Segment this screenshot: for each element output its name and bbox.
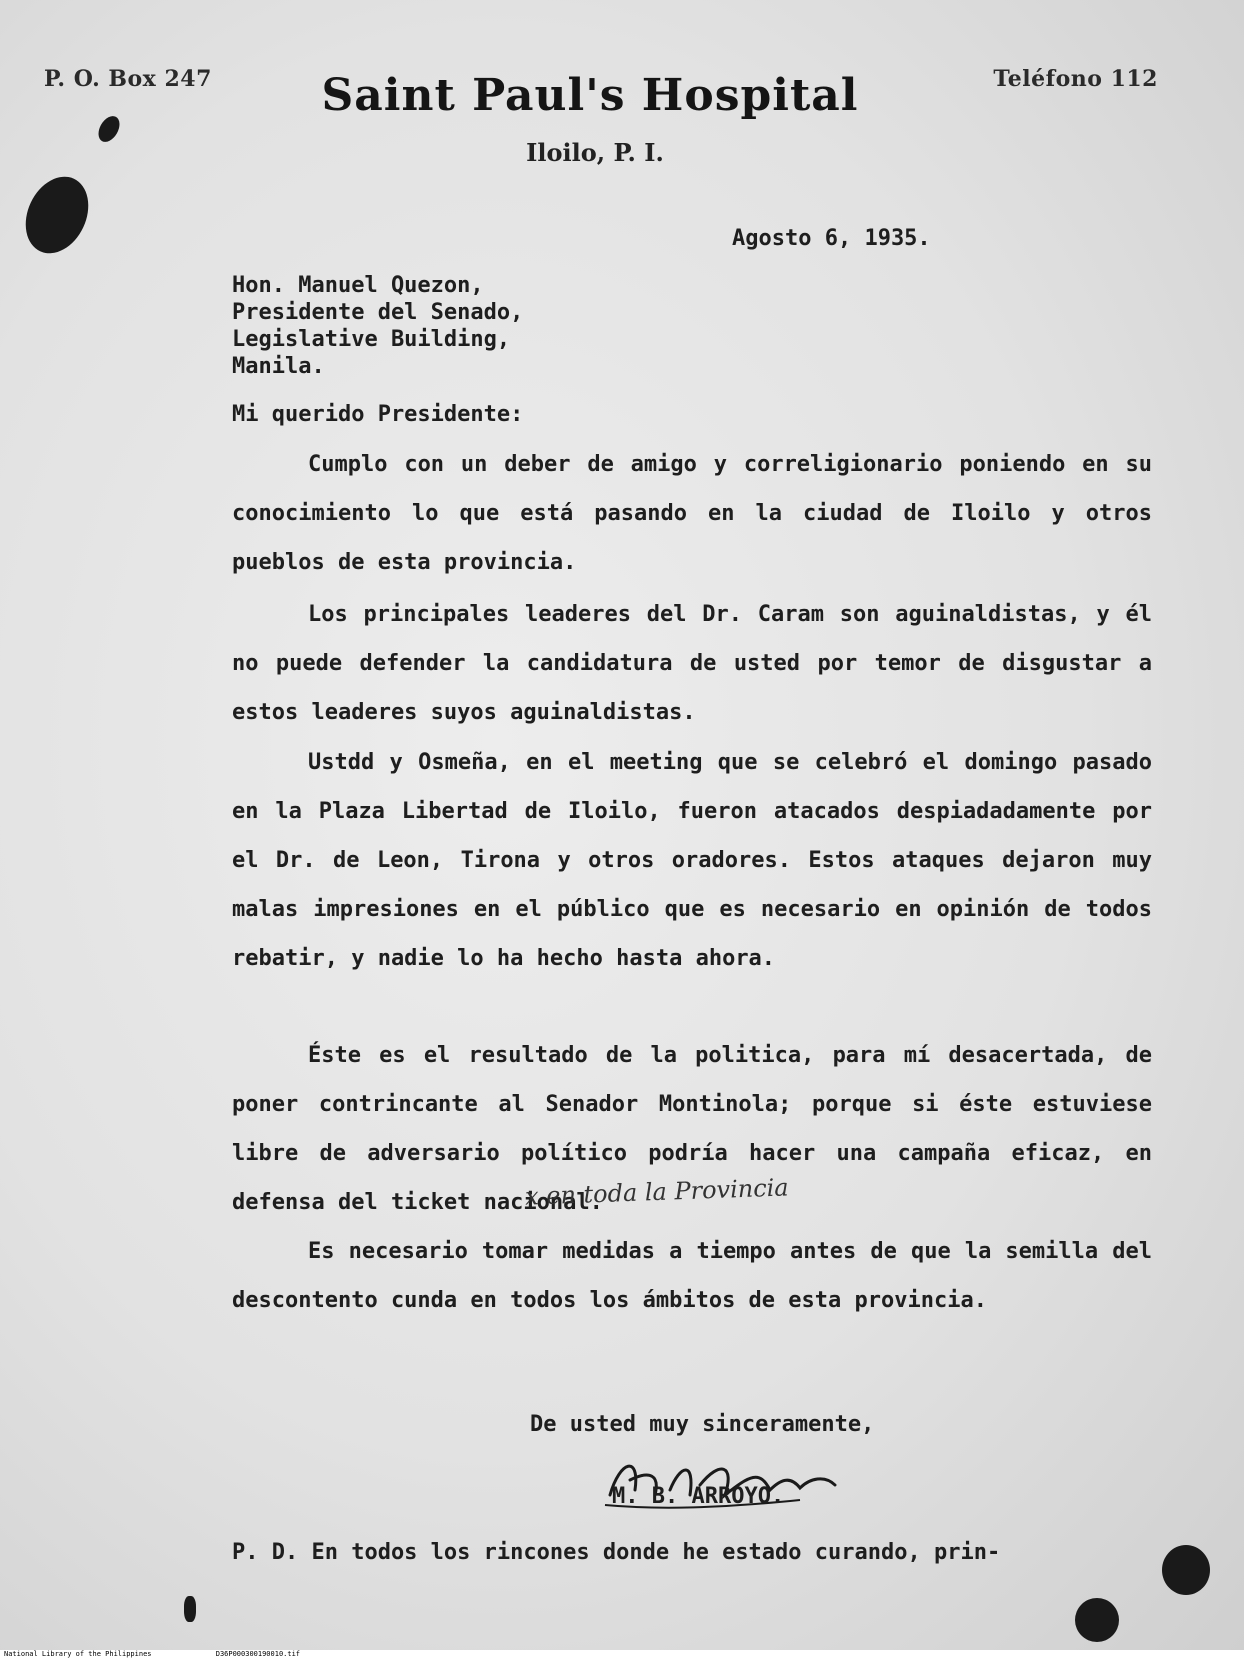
ink-blot-bottom [1075,1598,1119,1642]
postscript: P. D. En todos los rincones donde he estado curando, prin- [232,1540,1001,1565]
paragraph-2: Los principales leaderes del Dr. Caram son aguinaldistas, y él no puede defender la candidatura de usted por temor de disgustar a estos leaderes suyos aguinaldistas. [232,602,1152,725]
recipient-address [232,272,523,380]
paragraph-3: Ustdd y Osmeña, en el meeting que se celebró el domingo pasado en la Plaza Libertad de Iloilo, fueron atacados despiadadamente por el Dr. de Leon, Tirona y otros oradores. Estos ataques dejaron muy malas impresiones en el público que es necesario en opinión de todos rebatir, y nadie lo ha hecho hasta ahora. [232,750,1152,971]
address-line: Legislative Building, [232,327,511,352]
paragraph-5: Es necesario tomar medidas a tiempo antes de que la semilla del descontento cunda en todos los ámbitos de esta provincia. [232,1239,1152,1313]
ink-speck-bottom-left [184,1596,196,1622]
footer-file-id: D36P000300190010.tif [215,1650,301,1658]
address-line: Manila. [232,354,325,379]
po-box: P. O. Box 247 [44,66,212,92]
handwritten-insertion: x en toda la Provincia [524,1173,790,1211]
hospital-city: Iloilo, P. I. [526,138,664,167]
ink-blot-bottom-right [1162,1545,1210,1595]
archive-footer [0,1650,1244,1658]
paragraph-4: Éste es el resultado de la politica, para mí desacertada, de poner contrincante al Senador Montinola; porque si éste estuviese libre de adversario político podría hacer una campaña eficaz, en defensa del ticket nacional. [232,1043,1152,1215]
salutation: Mi querido Presidente: [232,402,524,427]
letter-date: Agosto 6, 1935. [732,226,931,251]
hospital-name: Saint Paul's Hospital [321,70,859,121]
closing: De usted muy sinceramente, [530,1412,875,1437]
signer-name: M. B. ARROYO. [612,1484,785,1509]
paragraph-1: Cumplo con un deber de amigo y correligionario poniendo en su conocimiento lo que está pasando en la ciudad de Iloilo y otros pueblos de esta provincia. [232,452,1152,575]
address-line: Presidente del Senado, [232,300,524,325]
address-line: Hon. Manuel Quezon, [232,273,484,298]
ink-blot-left [14,166,100,263]
telephone: Teléfono 112 [993,66,1158,92]
footer-institution: National Library of the Philippines [4,1650,152,1658]
